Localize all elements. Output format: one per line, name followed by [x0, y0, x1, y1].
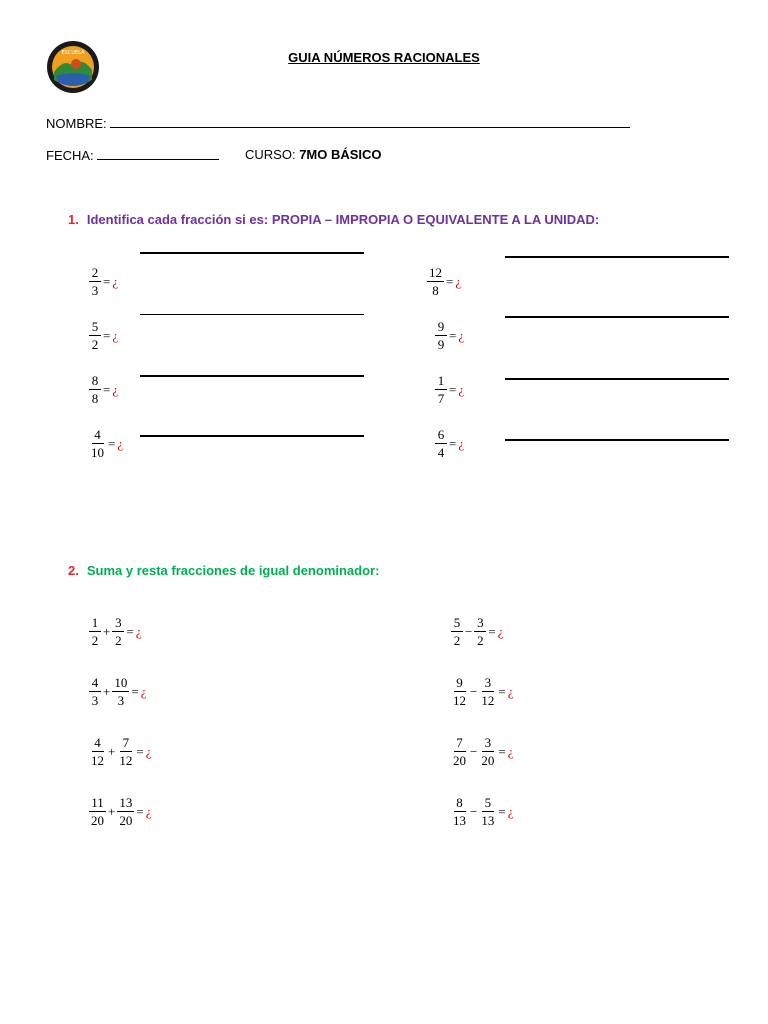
denominator: 13 [453, 813, 466, 828]
q2-heading [68, 563, 379, 578]
numerator: 9 [435, 320, 447, 336]
fraction [89, 796, 106, 827]
svg-text:ESCUELA: ESCUELA [61, 50, 85, 56]
numerator: 7 [454, 736, 466, 752]
denominator: 2 [477, 633, 484, 648]
q1-expression [434, 428, 464, 459]
q1-text-b: PROPIA – IMPROPIA O EQUIVALENTE A LA UNIDAD: [271, 212, 600, 227]
denominator: 10 [91, 445, 104, 460]
nombre-label: NOMBRE: [46, 116, 107, 131]
q2-expression [450, 736, 513, 767]
denominator: 8 [432, 283, 439, 298]
school-logo [46, 40, 100, 94]
operator: − [470, 743, 478, 759]
denominator: 2 [91, 337, 99, 352]
q2-expression [88, 676, 146, 707]
denominator: 20 [481, 753, 495, 768]
numerator: 8 [454, 796, 466, 812]
curso-label: CURSO: [245, 147, 296, 162]
fraction [435, 320, 447, 351]
operator: + [108, 803, 116, 819]
q2-expression [450, 796, 513, 827]
numerator: 5 [89, 320, 101, 336]
operator: = [498, 683, 506, 699]
denominator: 3 [91, 693, 99, 708]
q1-expression [88, 266, 118, 297]
denominator: 12 [481, 693, 495, 708]
fraction [89, 428, 106, 459]
numerator: 3 [112, 616, 124, 632]
q1-answer-line[interactable] [505, 256, 729, 258]
question-mark: ¿ [145, 803, 152, 819]
q1-answer-line[interactable] [505, 378, 729, 380]
question-mark: ¿ [507, 743, 514, 759]
q2-expression [450, 676, 513, 707]
fraction [435, 374, 447, 405]
operator: = [449, 327, 457, 343]
numerator: 3 [474, 616, 486, 632]
operator: = [103, 381, 111, 397]
q2-expression [88, 616, 141, 647]
fraction [451, 616, 463, 647]
denominator: 2 [115, 633, 122, 648]
denominator: 3 [117, 693, 125, 708]
numerator: 4 [89, 676, 101, 692]
question-mark: ¿ [112, 381, 119, 397]
operator: + [108, 743, 116, 759]
fraction [479, 676, 496, 707]
numerator: 9 [454, 676, 466, 692]
numerator: 3 [482, 676, 494, 692]
q1-expression [434, 374, 464, 405]
fraction [89, 374, 101, 405]
numerator: 1 [89, 616, 101, 632]
operator: = [136, 743, 144, 759]
operator: = [126, 623, 134, 639]
denominator: 20 [119, 813, 133, 828]
question-mark: ¿ [135, 623, 142, 639]
q1-expression [88, 374, 118, 405]
page-title: GUIA NÚMEROS RACIONALES [288, 50, 480, 65]
fecha-row [46, 147, 219, 163]
nombre-row [46, 115, 630, 131]
q1-expression [88, 320, 118, 351]
q1-expression [426, 266, 461, 297]
q1-number: 1. [68, 212, 79, 227]
numerator: 7 [120, 736, 132, 752]
numerator: 10 [114, 675, 128, 690]
numerator: 3 [482, 736, 494, 752]
numerator: 8 [89, 374, 101, 390]
q1-answer-line[interactable] [505, 316, 729, 318]
operator: − [470, 683, 478, 699]
numerator: 11 [91, 795, 104, 810]
fraction [427, 266, 444, 297]
question-mark: ¿ [140, 683, 147, 699]
fraction [89, 736, 106, 767]
q1-heading [68, 212, 599, 227]
fraction [451, 676, 468, 707]
operator: + [103, 683, 111, 699]
fraction [89, 266, 101, 297]
numerator: 4 [92, 736, 104, 752]
denominator: 20 [91, 813, 104, 828]
fraction [451, 796, 468, 827]
q2-number: 2. [68, 563, 79, 578]
fraction [479, 796, 496, 827]
operator: = [136, 803, 144, 819]
numerator: 2 [89, 266, 101, 282]
denominator: 9 [437, 337, 445, 352]
question-mark: ¿ [458, 381, 465, 397]
question-mark: ¿ [112, 327, 119, 343]
denominator: 13 [481, 813, 495, 828]
numerator: 4 [92, 428, 104, 444]
question-mark: ¿ [145, 743, 152, 759]
operator: = [498, 803, 506, 819]
question-mark: ¿ [507, 803, 514, 819]
operator: = [108, 435, 116, 451]
q2-expression [450, 616, 503, 647]
denominator: 2 [453, 633, 461, 648]
curso-row [245, 147, 382, 162]
question-mark: ¿ [497, 623, 504, 639]
numerator: 12 [429, 265, 442, 280]
q1-answer-line[interactable] [140, 252, 364, 254]
fraction [479, 736, 496, 767]
denominator: 12 [91, 753, 104, 768]
fraction [435, 428, 447, 459]
fraction [89, 320, 101, 351]
operator: = [103, 327, 111, 343]
operator: = [131, 683, 139, 699]
q2-expression [88, 736, 151, 767]
q2-text: Suma y resta fracciones de igual denominador: [86, 563, 380, 578]
operator: = [498, 743, 506, 759]
q1-expression [434, 320, 464, 351]
operator: − [470, 803, 478, 819]
numerator: 6 [435, 428, 447, 444]
numerator: 13 [119, 795, 133, 810]
numerator: 1 [435, 374, 447, 390]
numerator: 5 [451, 616, 463, 632]
denominator: 7 [437, 391, 445, 406]
question-mark: ¿ [507, 683, 514, 699]
q2-expression [88, 796, 151, 827]
question-mark: ¿ [117, 435, 124, 451]
fraction [474, 616, 486, 647]
question-mark: ¿ [112, 273, 119, 289]
curso-value: 7MO BÁSICO [299, 147, 382, 162]
operator: = [103, 273, 111, 289]
fraction [89, 676, 101, 707]
q1-text-a: Identifica cada fracción si es: [86, 212, 272, 227]
fraction [451, 736, 468, 767]
operator: = [449, 381, 457, 397]
denominator: 12 [453, 693, 466, 708]
question-mark: ¿ [458, 327, 465, 343]
operator: = [488, 623, 496, 639]
operator: + [103, 623, 111, 639]
q1-expression [88, 428, 123, 459]
question-mark: ¿ [455, 273, 462, 289]
denominator: 2 [91, 633, 99, 648]
fraction [117, 736, 134, 767]
fecha-blank[interactable] [97, 147, 219, 160]
operator: = [446, 273, 454, 289]
denominator: 20 [453, 753, 466, 768]
denominator: 3 [91, 283, 99, 298]
fraction [89, 616, 101, 647]
q1-answer-line[interactable] [140, 314, 364, 315]
fecha-label: FECHA: [46, 148, 94, 163]
operator: − [465, 623, 473, 639]
fraction [112, 676, 129, 707]
fraction [112, 616, 124, 647]
q1-answer-line[interactable] [140, 435, 364, 437]
operator: = [449, 435, 457, 451]
denominator: 4 [437, 445, 445, 460]
numerator: 5 [482, 796, 494, 812]
nombre-blank[interactable] [110, 115, 630, 128]
q1-answer-line[interactable] [140, 375, 364, 377]
denominator: 12 [119, 753, 133, 768]
fraction [117, 796, 134, 827]
denominator: 8 [91, 391, 99, 406]
q1-answer-line[interactable] [505, 439, 729, 441]
question-mark: ¿ [458, 435, 465, 451]
